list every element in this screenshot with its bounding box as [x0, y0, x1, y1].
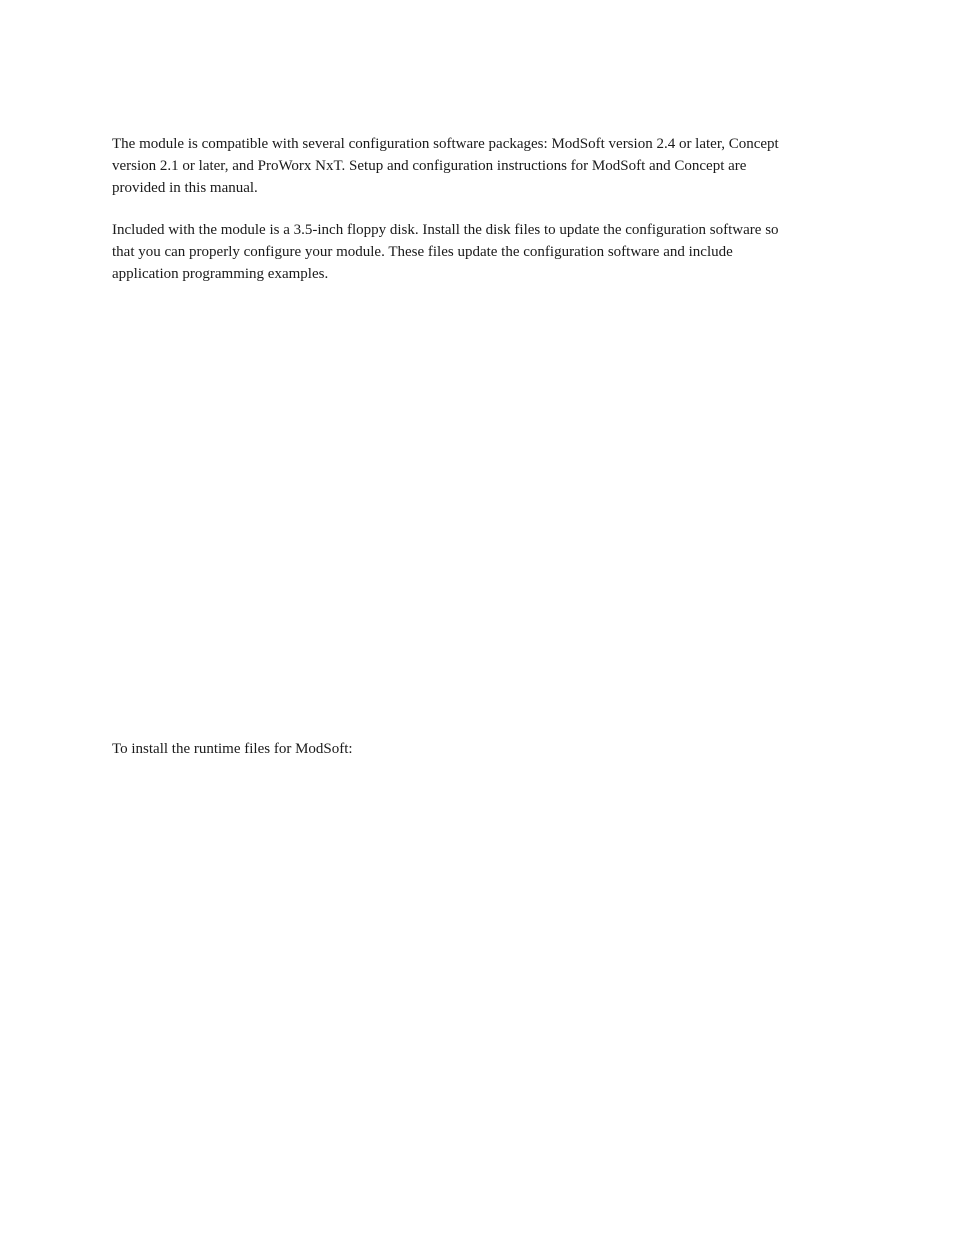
text-line: The module is compatible with several configuration software packages: ModSoft version 2.4 or later, Concept [112, 136, 779, 152]
paragraph-install-instructions [112, 738, 862, 760]
text-line: application programming examples. [112, 266, 329, 282]
text-line: Included with the module is a 3.5-inch floppy disk. Install the disk files to update the configuration software so [112, 222, 779, 238]
text-line: provided in this manual. [112, 180, 258, 196]
text-line: To install the runtime files for ModSoft: [112, 741, 353, 757]
text-line: version 2.1 or later, and ProWorx NxT. Setup and configuration instructions for ModSoft and Concept are [112, 158, 747, 174]
paragraph-floppy-disk [112, 219, 862, 285]
text-line: that you can properly configure your module. These files update the configuration software and include [112, 244, 733, 260]
paragraph-compatibility [112, 133, 862, 199]
